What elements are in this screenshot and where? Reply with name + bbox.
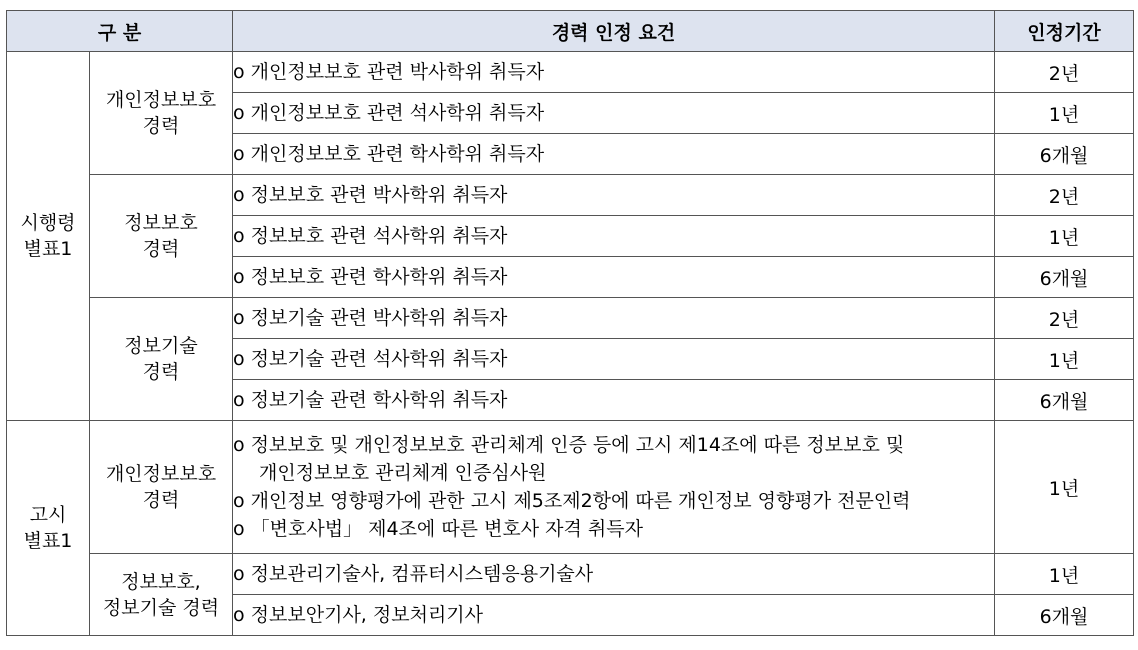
subgroup-label-line: 정보기술 — [124, 335, 198, 357]
period-cell: 6개월 — [995, 134, 1134, 175]
requirement-cell: o 정보보호 관련 학사학위 취득자 — [233, 257, 995, 298]
period-cell: 1년 — [995, 339, 1134, 380]
requirement-cell: o 정보기술 관련 석사학위 취득자 — [233, 339, 995, 380]
period-cell: 2년 — [995, 175, 1134, 216]
subgroup-label-line: 정보보호 — [124, 212, 198, 234]
subgroup-label-line: 경력 — [142, 361, 180, 383]
group-label-line: 시행령 — [20, 212, 76, 234]
period-cell: 6개월 — [995, 257, 1134, 298]
requirement-cell: o 개인정보보호 관련 학사학위 취득자 — [233, 134, 995, 175]
requirement-line: 개인정보보호 관리체계 인증심사원 — [259, 462, 547, 484]
group-label-decree — [7, 52, 90, 421]
requirement-cell: o 개인정보보호 관련 박사학위 취득자 — [233, 52, 995, 93]
period-cell: 2년 — [995, 52, 1134, 93]
requirement-cell — [233, 421, 995, 554]
subgroup-label-line: 정보보호, — [121, 570, 201, 593]
requirement-cell: o 정보보안기사, 정보처리기사 — [233, 595, 995, 636]
career-recognition-table — [6, 10, 1134, 636]
subgroup-label-line: 경력 — [142, 238, 180, 260]
header-category: 구 분 — [7, 11, 233, 52]
group-label-line: 별표1 — [23, 530, 73, 552]
requirement-line: o 정보보호 및 개인정보보호 관리체계 인증 등에 고시 제14조에 따른 정보보호 및 — [233, 434, 905, 456]
subgroup-label-line: 경력 — [142, 115, 180, 137]
requirement-line: o 개인정보 영향평가에 관한 고시 제5조제2항에 따른 개인정보 영향평가 전문인력 — [233, 490, 911, 512]
header-period: 인정기간 — [995, 11, 1134, 52]
subgroup-label — [90, 52, 233, 175]
subgroup-label-line: 개인정보보호 — [105, 463, 217, 485]
requirement-cell: o 정보보호 관련 석사학위 취득자 — [233, 216, 995, 257]
requirement-line: o 「변호사법」 제4조에 따른 변호사 자격 취득자 — [233, 518, 643, 540]
period-cell: 6개월 — [995, 380, 1134, 421]
period-cell: 1년 — [995, 554, 1134, 595]
period-cell: 1년 — [995, 421, 1134, 554]
requirement-cell: o 정보보호 관련 박사학위 취득자 — [233, 175, 995, 216]
group-label-line: 별표1 — [23, 238, 73, 260]
subgroup-label-line: 경력 — [142, 489, 180, 511]
requirement-cell: o 정보관리기술사, 컴퓨터시스템응용기술사 — [233, 554, 995, 595]
subgroup-label — [90, 298, 233, 421]
period-cell: 1년 — [995, 93, 1134, 134]
table-row — [7, 52, 1134, 93]
group-label-line: 고시 — [29, 504, 67, 526]
requirement-cell: o 정보기술 관련 학사학위 취득자 — [233, 380, 995, 421]
table-row — [7, 175, 1134, 216]
subgroup-label — [90, 175, 233, 298]
table-row — [7, 298, 1134, 339]
requirement-cell: o 정보기술 관련 박사학위 취득자 — [233, 298, 995, 339]
table-row — [7, 554, 1134, 595]
subgroup-label — [90, 421, 233, 554]
header-requirement: 경력 인정 요건 — [233, 11, 995, 52]
table-row — [7, 421, 1134, 554]
period-cell: 1년 — [995, 216, 1134, 257]
subgroup-label — [90, 554, 233, 636]
group-label-notice — [7, 421, 90, 636]
period-cell: 2년 — [995, 298, 1134, 339]
requirement-cell: o 개인정보보호 관련 석사학위 취득자 — [233, 93, 995, 134]
subgroup-label-line: 정보기술 경력 — [102, 596, 220, 619]
period-cell: 6개월 — [995, 595, 1134, 636]
subgroup-label-line: 개인정보보호 — [105, 89, 217, 111]
